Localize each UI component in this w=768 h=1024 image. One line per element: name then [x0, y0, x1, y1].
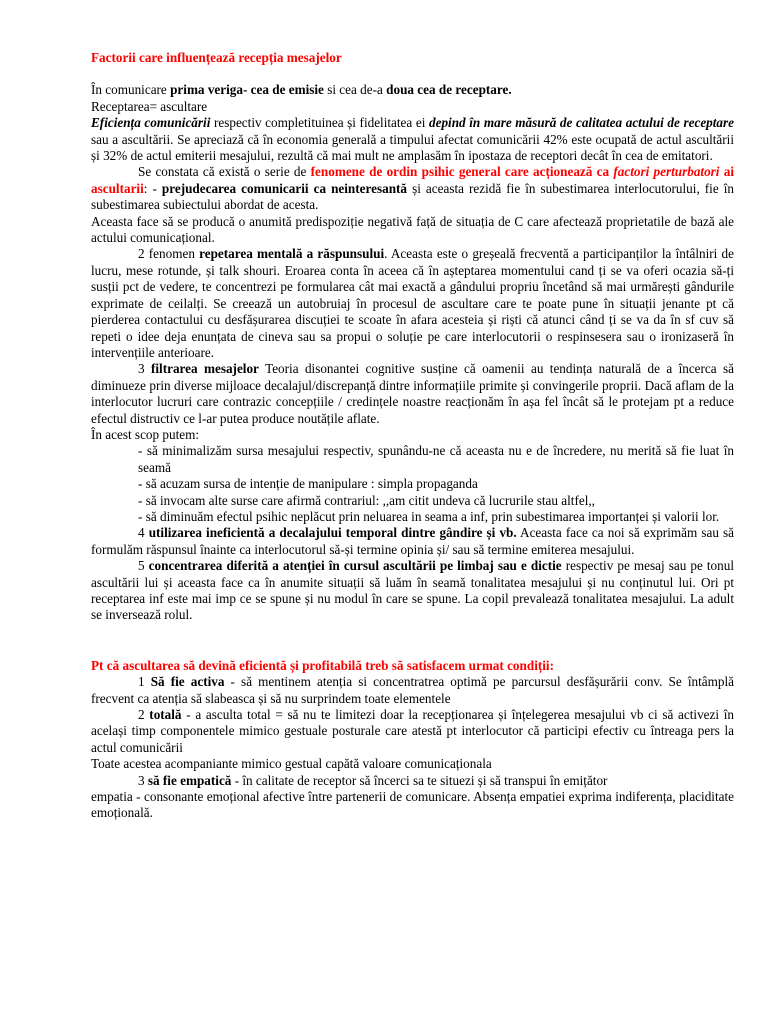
condition-3-text: - în calitate de receptor să încerci sa te situezi și să transpui în emițător — [231, 772, 608, 788]
item-3-paragraph — [91, 361, 734, 427]
eficienta-text: respectiv completituinea și fidelitatea ei — [210, 115, 429, 131]
intro-bold-receptare: doua cea de receptare. — [386, 82, 512, 98]
fenomene-text: Se constata că există o serie de — [138, 164, 311, 180]
condition-1-term: Să fie activa — [150, 674, 225, 690]
item-5-paragraph — [91, 558, 734, 624]
fenomene-text: : - — [143, 180, 162, 196]
item-number: 1 — [138, 674, 151, 690]
item-number: 2 — [138, 707, 150, 723]
condition-3-paragraph — [91, 773, 734, 789]
item-number: 5 — [138, 558, 149, 574]
item-3-term: filtrarea mesajelor — [150, 361, 259, 377]
dash-item: - să acuzam sursa de intenție de manipulare : simpla propaganda — [138, 476, 478, 492]
fenomene-red-text: ai ascultarii — [91, 164, 734, 196]
condition-1-text: - să mentinem atenția si concentratrea optimă pe parcursul desfășurării conv. Se întâmplă frecvent ca atenția să slabeasca și să nu surprindem toate elementele — [91, 674, 734, 706]
eficienta-term: Eficiența comunicării — [91, 115, 211, 131]
dash-item: - să invocam alte surse care afirmă contrariul: ,,am citit undeva că lucrurile stau altfel,, — [138, 492, 595, 508]
fenomene-text: și aceasta rezidă fie în subestimarea interlocutorului, fie în subestimarea subiectului abordat de acesta. — [91, 180, 734, 213]
intro-text: si cea de-a — [323, 82, 387, 98]
condition-2-term: totală — [149, 707, 182, 723]
item-4-term: utilizarea ineficientă a decalajului temporal dintre gândire și vb. — [148, 525, 517, 541]
item-number: 3 — [138, 772, 148, 788]
item-2-paragraph — [91, 246, 734, 361]
prejudecare-term: prejudecarea comunicarii ca neinteresantă — [161, 180, 408, 196]
item-2-term: repetarea mentală a răspunsului — [199, 246, 385, 262]
item-4-text: Aceasta face ca noi să exprimăm sau să formulăm răspunsul înainte ca interlocutorul să-și termine opinia și/ sau să termine emiterea mesajului. — [91, 525, 735, 557]
dash-item: - să minimalizăm sursa mesajului respectiv, spunându-ne că aceasta nu e de încredere, nu merită să fie luat în seamă — [138, 443, 734, 475]
section-title-conditions: Pt că ascultarea să devină eficientă și profitabilă treb să satisfacem urmat condiții: — [91, 657, 554, 673]
eficienta-text: sau a ascultării. Se apreciază că în economia generală a timpului afectat comunicării 42% este ocupată de actul ascultării și 32% de actul emiterii mesajului, rezultă că mai mult ne amplasăm în ipostaza de receptori decât în cea de emitatori. — [91, 131, 734, 164]
eficienta-paragraph — [91, 115, 734, 164]
item-number: 3 — [138, 361, 151, 377]
fenomene-paragraph — [91, 164, 734, 213]
receptare-definition: Receptarea= ascultare — [91, 98, 208, 114]
fenomene-red-text: fenomene de ordin psihic general care acționează ca — [310, 164, 614, 180]
condition-2-note: Toate acestea acompaniante mimico gestual capătă valoare comunicaționala — [91, 756, 492, 772]
empatia-definition: empatia - consonante emoțional afective între partenerii de comunicare. Absența empatiei exprima indiferența, placiditate emoțională. — [91, 789, 734, 821]
item-2-text: . Aceasta este o greșeală frecventă a participanților la întâlniri de lucru, mese rotunde, și talk shouri. Eroarea conta în aceea că în așteptarea momentului cand ți se va oferi ocazia să-ți susții pct de vedere, te concentrezi pe formularea cât mai exactă a gândului propriu încetând să mai urmărești gândurile exprimate de ceilalți. Se creează un autobruiaj în procesul de ascultare care te poate pune în situații jenante pt că pierderea contactului cu desfășurarea discuției te scoate în afara acesteia și riști că atunci când ți se va da în sf cuv să repeti o idee deja enunțata de cineva sau sa propui o soluție pe care interlocutorii o respinsesera sau o ironizaseră în intervențiile anterioare. — [91, 246, 734, 360]
predispozitie-paragraph: Aceasta face să se producă o anumită predispoziție negativă față de situația de C care afectează proprietatile de bază ale actului comunicațional. — [91, 213, 734, 246]
factori-perturbatori-term: factori perturbatori — [613, 164, 720, 180]
item-5-term: concentrarea diferită a atenției în cursul ascultării pe limbaj sau e dictie — [148, 558, 562, 574]
intro-bold-emisie: prima veriga- cea de emisie — [170, 82, 324, 98]
scop-line: În acest scop putem: — [91, 426, 200, 442]
intro-text: În comunicare — [91, 82, 171, 98]
condition-1-paragraph — [91, 674, 734, 707]
item-4-paragraph — [91, 525, 734, 558]
condition-2-paragraph — [91, 707, 734, 756]
page-title: Factorii care influențează recepția mesajelor — [91, 50, 342, 65]
item-number: 4 — [138, 525, 149, 541]
condition-2-text: - a asculta total = să nu te limitezi doar la recepționarea și înțelegerea mesajului vb ci să activezi în același timp componentele mimico gestuale posturale care atestă pt interlocutor că participi efectiv cu întreaga pers la actul comunicării — [91, 707, 734, 755]
dash-item: - să diminuăm efectul psihic neplăcut prin neluarea in seama a inf, prin subestimarea importanței și valorii lor. — [138, 508, 720, 524]
intro-paragraph — [91, 82, 734, 98]
item-5-text: respectiv pe mesaj sau pe tonul ascultării lui și aceasta face ca în anumite situații să luăm în seamă tonalitatea mesajului și nu conținutul lui. Ori pt receptarea inf este mai imp ce se spune și nu modul în care se spune. La copil prevalează tonalitatea mesajului. La adult se inversează rolul. — [91, 558, 734, 623]
eficienta-emphasis: depind în mare măsură de calitatea actului de receptare — [429, 115, 735, 131]
item-number: 2 fenomen — [138, 246, 200, 262]
item-3-text: Teoria disonantei cognitive susține că oamenii au tendința naturală de a încerca să diminueze prin diverse mijloace decalajul/discrepanță dintre informațiile primite și convingerile proprii. Dacă aflam de la interlocutor lucruri care contrazic concepțiile / credințele noastre reacționăm în așa fel încât să le protejam pt a reduce efectul distructiv ce l-ar putea produce noutățile aflate. — [91, 361, 735, 426]
condition-3-term: să fie empatică — [147, 772, 232, 788]
